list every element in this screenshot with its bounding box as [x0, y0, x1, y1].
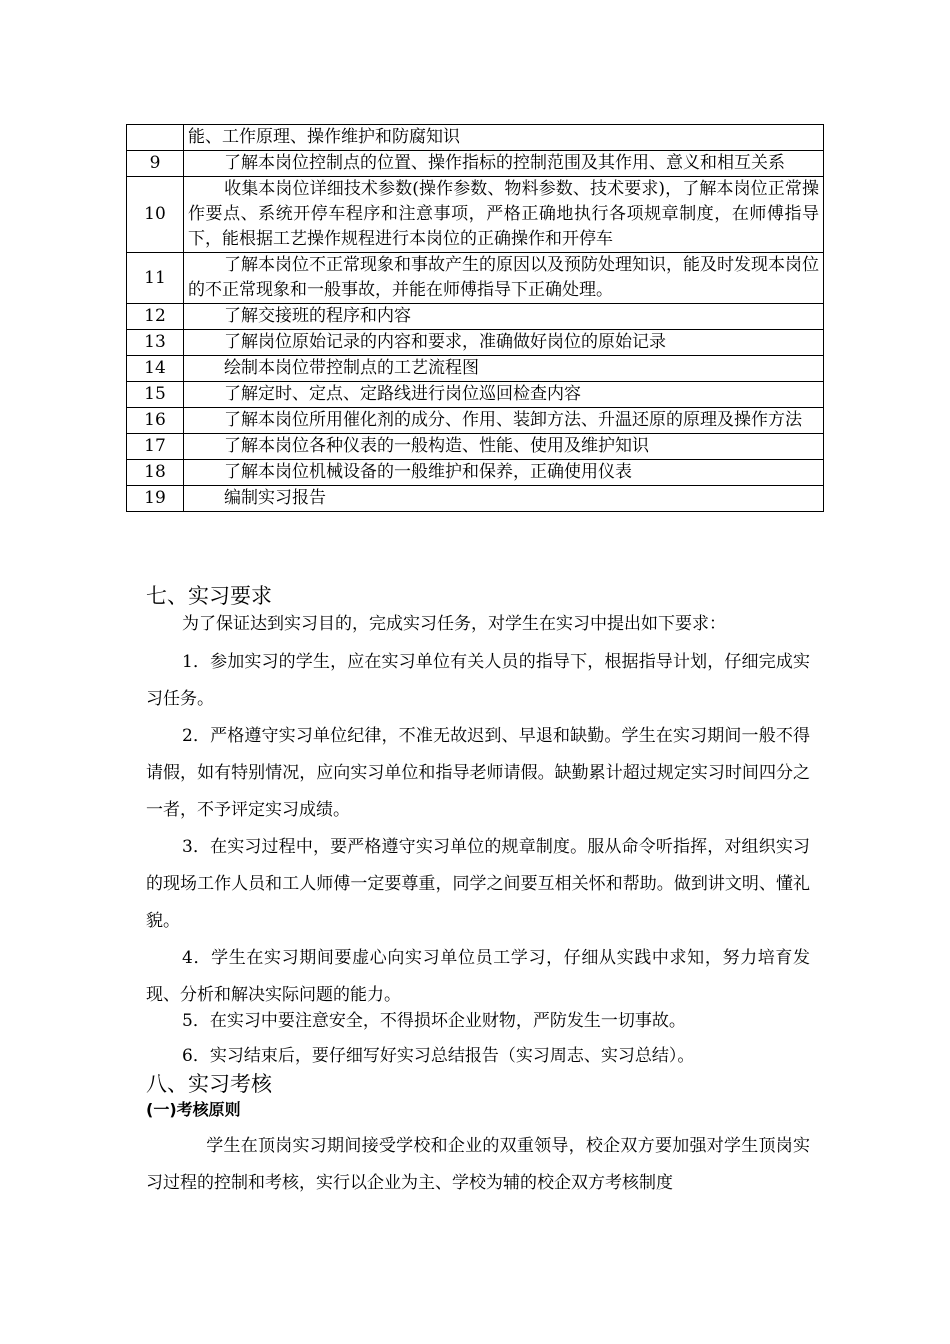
- row-text: 了解本岗位控制点的位置、操作指标的控制范围及其作用、意义和相互关系: [224, 153, 785, 173]
- table-row: [127, 151, 824, 177]
- row-text-cell: [184, 356, 824, 382]
- section-7-title: 七、实习要求: [146, 584, 272, 608]
- table-row: [127, 177, 824, 253]
- row-text-cell: [184, 408, 824, 434]
- row-number: 17: [127, 434, 184, 460]
- row-text-cell: [184, 253, 824, 304]
- row-text-cell: [184, 434, 824, 460]
- requirement-item-3: 3．在实习过程中，要严格遵守实习单位的规章制度。服从命令听指挥，对组织实习的现场工作人员和工人师傅一定要尊重，同学之间要互相关怀和帮助。做到讲文明、懂礼貌。: [146, 837, 810, 931]
- row-text-cell: [184, 125, 824, 151]
- section-8-title: 八、实习考核: [146, 1072, 272, 1096]
- requirement-item-4: 4．学生在实习期间要虚心向实习单位员工学习，仔细从实践中求知，努力培育发现、分析和解决实际问题的能力。: [146, 948, 810, 1005]
- row-number: 15: [127, 382, 184, 408]
- section-8-subtitle: (一)考核原则: [146, 1100, 241, 1119]
- row-text: 了解本岗位各种仪表的一般构造、性能、使用及维护知识: [224, 436, 649, 456]
- row-number: 11: [127, 253, 184, 304]
- row-text: 能、工作原理、操作维护和防腐知识: [188, 127, 460, 147]
- row-text: 了解本岗位不正常现象和事故产生的原因以及预防处理知识，能及时发现本岗位的不正常现象和一般事故，并能在师傅指导下正确处理。: [188, 255, 819, 300]
- row-text-cell: [184, 177, 824, 253]
- table-row: [127, 304, 824, 330]
- row-text: 了解定时、定点、定路线进行岗位巡回检查内容: [224, 384, 581, 404]
- requirement-item-1: 1．参加实习的学生，应在实习单位有关人员的指导下，根据指导计划，仔细完成实习任务。: [146, 652, 810, 709]
- row-number: [127, 125, 184, 151]
- row-text: 了解岗位原始记录的内容和要求，准确做好岗位的原始记录: [224, 332, 666, 352]
- table-row: [127, 486, 824, 512]
- table-row: [127, 356, 824, 382]
- row-text: 了解交接班的程序和内容: [224, 306, 411, 326]
- row-text-cell: [184, 382, 824, 408]
- section-7-intro: 为了保证达到实习目的，完成实习任务，对学生在实习中提出如下要求：: [182, 614, 726, 634]
- requirement-item-6: 6．实习结束后，要仔细写好实习总结报告（实习周志、实习总结）。: [182, 1046, 695, 1066]
- row-text-cell: [184, 151, 824, 177]
- row-number: 9: [127, 151, 184, 177]
- table-row: [127, 408, 824, 434]
- section-8-paragraph: 学生在顶岗实习期间接受学校和企业的双重领导，校企双方要加强对学生顶岗实习过程的控制和考核，实行以企业为主、学校为辅的校企双方考核制度: [146, 1136, 810, 1193]
- task-table-body: [127, 125, 824, 512]
- row-text: 绘制本岗位带控制点的工艺流程图: [224, 358, 479, 378]
- row-text: 收集本岗位详细技术参数(操作参数、物料参数、技术要求)，了解本岗位正常操作要点、系统开停车程序和注意事项，严格正确地执行各项规章制度，在师傅指导下，能根据工艺操作规程进行本岗位的正确操作和开停车: [188, 179, 819, 249]
- row-number: 14: [127, 356, 184, 382]
- requirement-item-2: 2．严格遵守实习单位纪律，不准无故迟到、早退和缺勤。学生在实习期间一般不得请假，如有特别情况，应向实习单位和指导老师请假。缺勤累计超过规定实习时间四分之一者，不予评定实习成绩。: [146, 726, 810, 820]
- table-row: [127, 330, 824, 356]
- task-table: [126, 124, 824, 512]
- row-number: 16: [127, 408, 184, 434]
- row-text: 了解本岗位机械设备的一般维护和保养，正确使用仪表: [224, 462, 632, 482]
- requirement-item-5: 5．在实习中要注意安全，不得损坏企业财物，严防发生一切事故。: [182, 1011, 686, 1031]
- row-text: 编制实习报告: [224, 488, 326, 508]
- row-text-cell: [184, 304, 824, 330]
- row-text-cell: [184, 486, 824, 512]
- row-number: 19: [127, 486, 184, 512]
- row-number: 18: [127, 460, 184, 486]
- table-row: [127, 125, 824, 151]
- row-text-cell: [184, 460, 824, 486]
- row-number: 13: [127, 330, 184, 356]
- table-row: [127, 460, 824, 486]
- table-row: [127, 382, 824, 408]
- table-row: [127, 434, 824, 460]
- row-number: 10: [127, 177, 184, 253]
- row-text-cell: [184, 330, 824, 356]
- row-text: 了解本岗位所用催化剂的成分、作用、装卸方法、升温还原的原理及操作方法: [224, 410, 802, 430]
- table-row: [127, 253, 824, 304]
- row-number: 12: [127, 304, 184, 330]
